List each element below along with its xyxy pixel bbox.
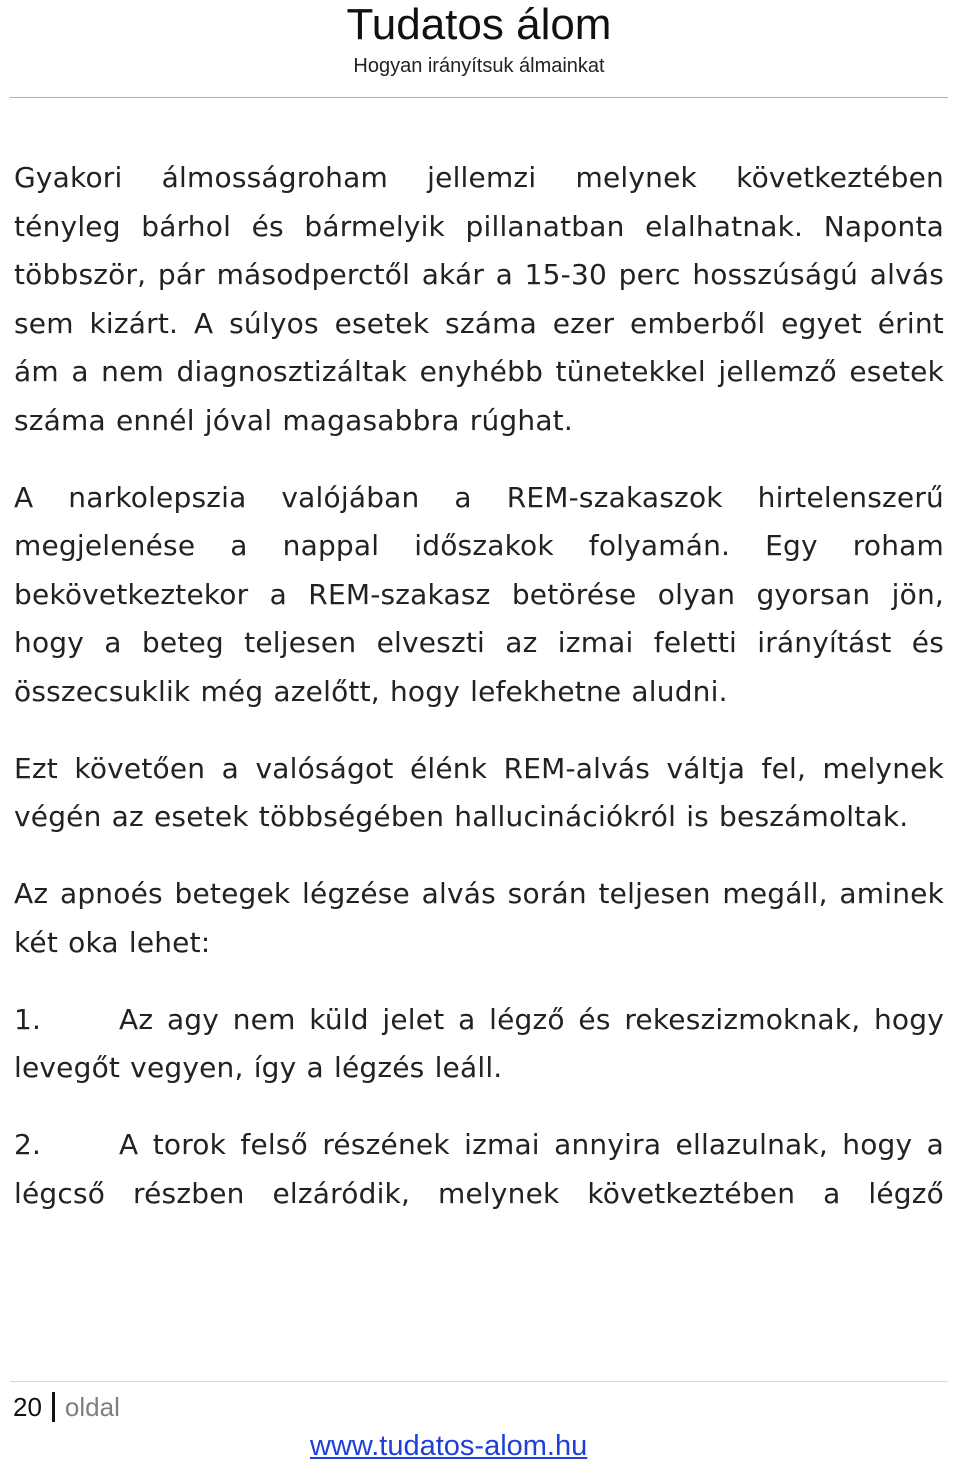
page-body	[14, 154, 944, 1218]
paragraph-1: Gyakori álmosságroham jellemzi melynek következtében tényleg bárhol és bármelyik pillanatban elalhatnak. Naponta többször, pár másodperctől akár a 15-30 perc hosszúságú alvás sem kizárt. A súlyos esetek száma ezer emberből egyet érint ám a nem diagnosztizáltak enyhébb tünetekkel jellemző esetek száma ennél jóval magasabbra rúghat.	[14, 161, 944, 437]
paragraph-4: Az apnoés betegek légzése alvás során teljesen megáll, aminek két oka lehet:	[14, 877, 944, 959]
paragraph-3: Ezt követően a valóságot élénk REM-alvás váltja fel, melynek végén az esetek többségében hallucinációkról is beszámoltak.	[14, 751, 944, 833]
list-item-1-number: 1.	[14, 1002, 42, 1036]
list-item-2-text: A torok felső részének izmai annyira ellazulnak, hogy a légcső részben elzáródik, melynek következtében a légző	[14, 1128, 944, 1210]
document-title: Tudatos álom	[346, 0, 612, 49]
page-number-block	[13, 1390, 120, 1424]
page-number-divider	[52, 1392, 55, 1422]
paragraph-2: A narkolepszia valójában a REM-szakaszok hirtelenszerű megjelenése a nappal időszakok folyamán. Egy roham bekövetkeztekor a REM-szakasz betörése olyan gyorsan jön, hogy a beteg teljesen elveszti az izmai feletti irányítást és összecsuklik még azelőtt, hogy lefekhetne aludni.	[14, 480, 944, 708]
page-number: 20	[13, 1392, 42, 1422]
list-item-1-text: Az agy nem küld jelet a légző és rekeszizmoknak, hogy levegőt vegyen, így a légzés leáll.	[14, 1002, 944, 1084]
page-header	[10, 0, 948, 98]
list-item-2-number: 2.	[14, 1128, 42, 1161]
list-item-1	[14, 996, 944, 1093]
document-subtitle: Hogyan irányítsuk álmainkat	[353, 55, 605, 77]
page-word: oldal	[64, 1392, 120, 1422]
list-item-2	[14, 1121, 944, 1218]
page-footer	[10, 1381, 948, 1472]
website-link[interactable]: www.tudatos-alom.hu	[310, 1430, 588, 1462]
